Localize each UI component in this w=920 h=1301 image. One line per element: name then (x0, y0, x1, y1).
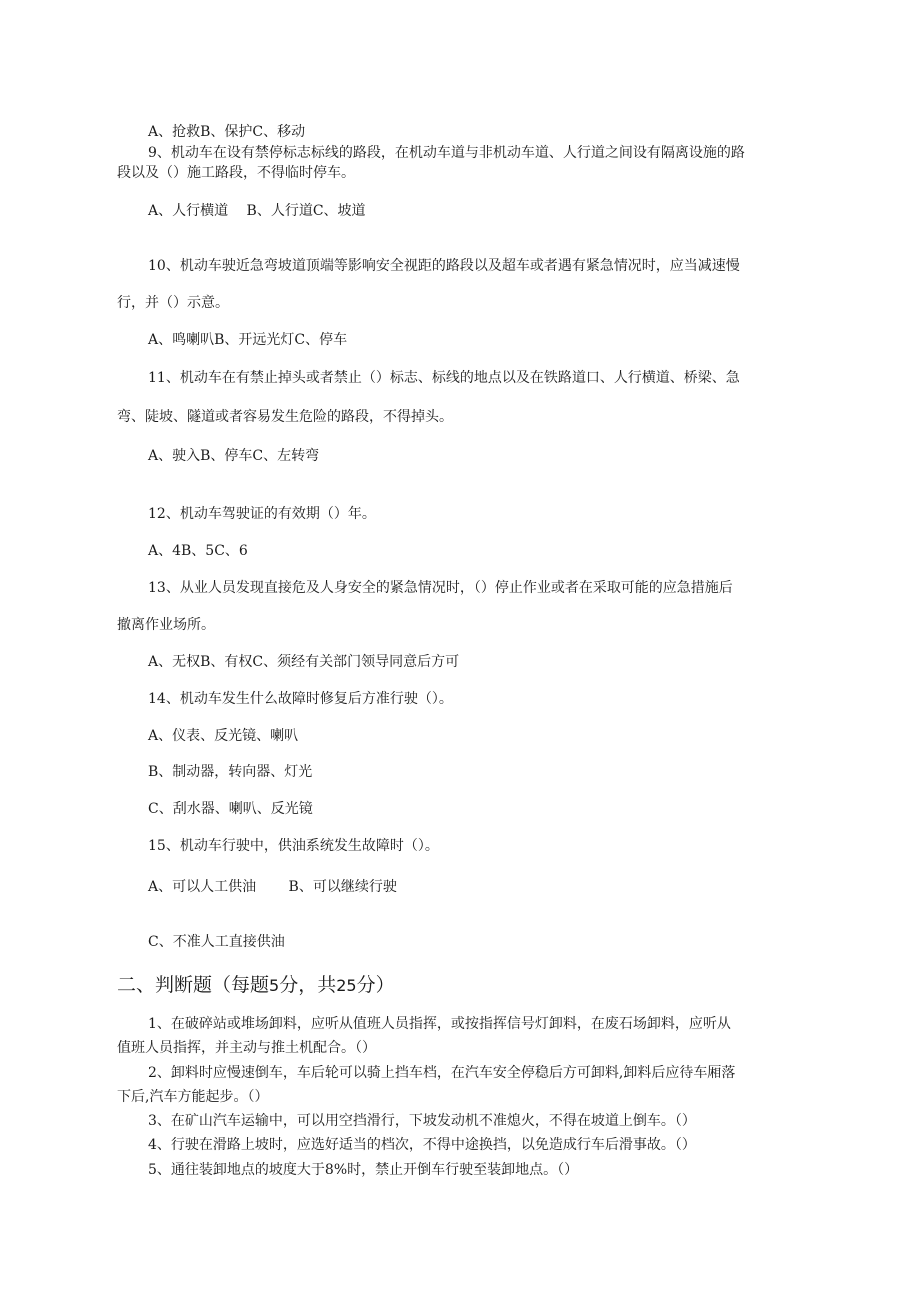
q9-question-line1: 9、机动车在设有禁停标志标线的路段，在机动车道与非机动车道、人行道之间设有隔离设施的路 (148, 145, 745, 161)
judge-1-line2: 值班人员指挥，并主动与推土机配合。（） (117, 1040, 376, 1056)
q13-question-line2: 撤离作业场所。 (117, 617, 215, 633)
q13-options: A、无权B、有权C、须经有关部门领导同意后方可 (148, 654, 460, 670)
q10-options: A、鸣喇叭B、开远光灯C、停车 (148, 332, 348, 348)
q15-question: 15、机动车行驶中，供油系统发生故障时（）。 (148, 838, 439, 854)
q14-option-b: B、制动器，转向器、灯光 (148, 764, 313, 780)
q10-question-line2: 行，并（）示意。 (117, 295, 229, 311)
q9-options: A、人行横道 B、人行道C、坡道 (148, 203, 366, 219)
q8-options: A、抢救B、保护C、移动 (148, 124, 306, 140)
section-heading-judgement (117, 973, 395, 998)
q14-option-c: C、刮水器、喇叭、反光镜 (148, 801, 313, 817)
q12-question: 12、机动车驾驶证的有效期（）年。 (148, 506, 376, 522)
judge-2-line2: 下后,汽车方能起步。（） (117, 1089, 269, 1105)
heading-points-total: 25 (336, 976, 357, 995)
judge-3: 3、在矿山汽车运输中，可以用空挡滑行，下坡发动机不准熄火，不得在坡道上倒车。（） (148, 1113, 696, 1129)
q15-options-ab: A、可以人工供油 B、可以继续行驶 (148, 879, 397, 895)
q14-option-a: A、仪表、反光镜、喇叭 (148, 728, 299, 744)
q9-question-line2: 段以及（）施工路段，不得临时停车。 (117, 165, 355, 181)
q10-question-line1: 10、机动车驶近急弯坡道顶端等影响安全视距的路段以及超车或者遇有紧急情况时，应当减速慢 (148, 258, 740, 274)
judge-1-line1: 1、在破碎站或堆场卸料，应听从值班人员指挥，或按指挥信号灯卸料，在废石场卸料，应听从 (148, 1016, 731, 1032)
q14-question: 14、机动车发生什么故障时修复后方准行驶（）。 (148, 691, 453, 707)
judge-5: 5、通往装卸地点的坡度大于8%时，禁止开倒车行驶至装卸地点。（） (148, 1162, 579, 1178)
heading-prefix: 二、判断题（每题 (117, 974, 270, 996)
heading-points-each: 5 (269, 976, 280, 995)
q12-options: A、4B、5C、6 (148, 543, 248, 559)
q11-question-line1: 11、机动车在有禁止掉头或者禁止（）标志、标线的地点以及在铁路道口、人行横道、桥梁、急 (148, 370, 740, 386)
q15-option-c: C、不准人工直接供油 (148, 934, 285, 950)
heading-suffix: 分） (356, 974, 395, 996)
q13-question-line1: 13、从业人员发现直接危及人身安全的紧急情况时，（）停止作业或者在采取可能的应急措施后 (148, 580, 733, 596)
judge-2-line1: 2、卸料时应慢速倒车，车后轮可以骑上挡车档，在汽车安全停稳后方可卸料,卸料后应待车厢落 (148, 1065, 736, 1081)
heading-middle: 分，共 (279, 974, 337, 996)
q11-question-line2: 弯、陡坡、隧道或者容易发生危险的路段，不得掉头。 (117, 409, 453, 425)
q11-options: A、驶入B、停车C、左转弯 (148, 448, 320, 464)
judge-4: 4、行驶在滑路上坡时，应选好适当的档次，不得中途换挡，以免造成行车后滑事故。（） (148, 1137, 696, 1153)
